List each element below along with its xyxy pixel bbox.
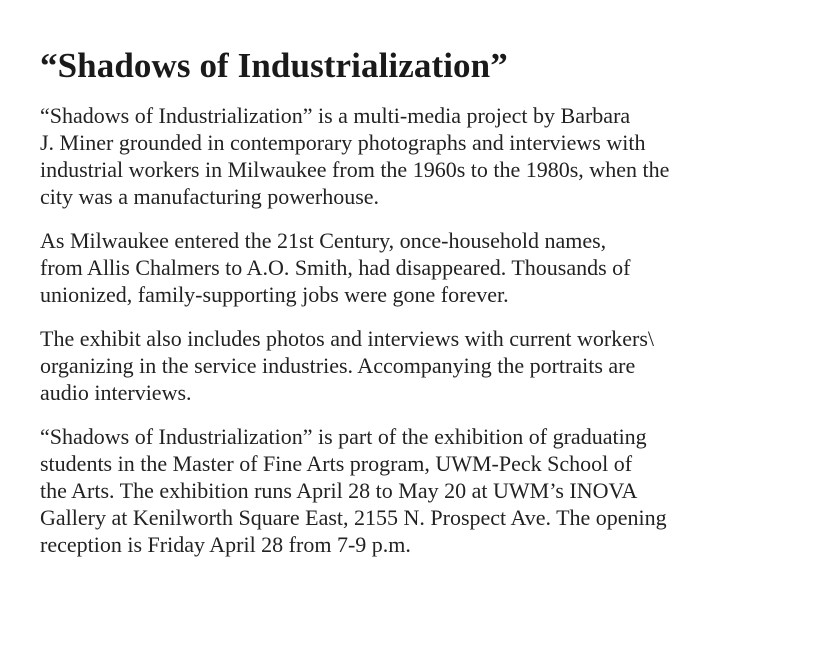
paragraph-line: organizing in the service industries. Accompanying the portraits are (40, 353, 636, 378)
article-title: “Shadows of Industrialization” (40, 46, 508, 85)
paragraph-line: the Arts. The exhibition runs April 28 to May 20 at UWM’s INOVA (40, 478, 638, 503)
paragraph-line: J. Miner grounded in contemporary photographs and interviews with (40, 130, 646, 155)
paragraph-line: “Shadows of Industrialization” is part of the exhibition of graduating (40, 424, 647, 449)
paragraph-event-details (40, 423, 800, 558)
paragraph-line: unionized, family-supporting jobs were gone forever. (40, 282, 509, 307)
paragraph-line: The exhibit also includes photos and interviews with current workers\ (40, 326, 655, 351)
paragraph-line: students in the Master of Fine Arts program, UWM-Peck School of (40, 451, 633, 476)
paragraph-line: Gallery at Kenilworth Square East, 2155 N. Prospect Ave. The opening (40, 505, 667, 530)
paragraph-history (40, 227, 800, 308)
paragraph-line: “Shadows of Industrialization” is a multi-media project by Barbara (40, 103, 631, 128)
paragraph-line: city was a manufacturing powerhouse. (40, 184, 380, 209)
paragraph-intro (40, 102, 800, 210)
paragraph-line: As Milwaukee entered the 21st Century, once-household names, (40, 228, 607, 253)
article (40, 44, 800, 575)
paragraph-exhibit (40, 325, 800, 406)
paragraph-line: reception is Friday April 28 from 7-9 p.m. (40, 532, 411, 557)
paragraph-line: audio interviews. (40, 380, 192, 405)
paragraph-line: industrial workers in Milwaukee from the 1960s to the 1980s, when the (40, 157, 670, 182)
paragraph-line: from Allis Chalmers to A.O. Smith, had disappeared. Thousands of (40, 255, 631, 280)
